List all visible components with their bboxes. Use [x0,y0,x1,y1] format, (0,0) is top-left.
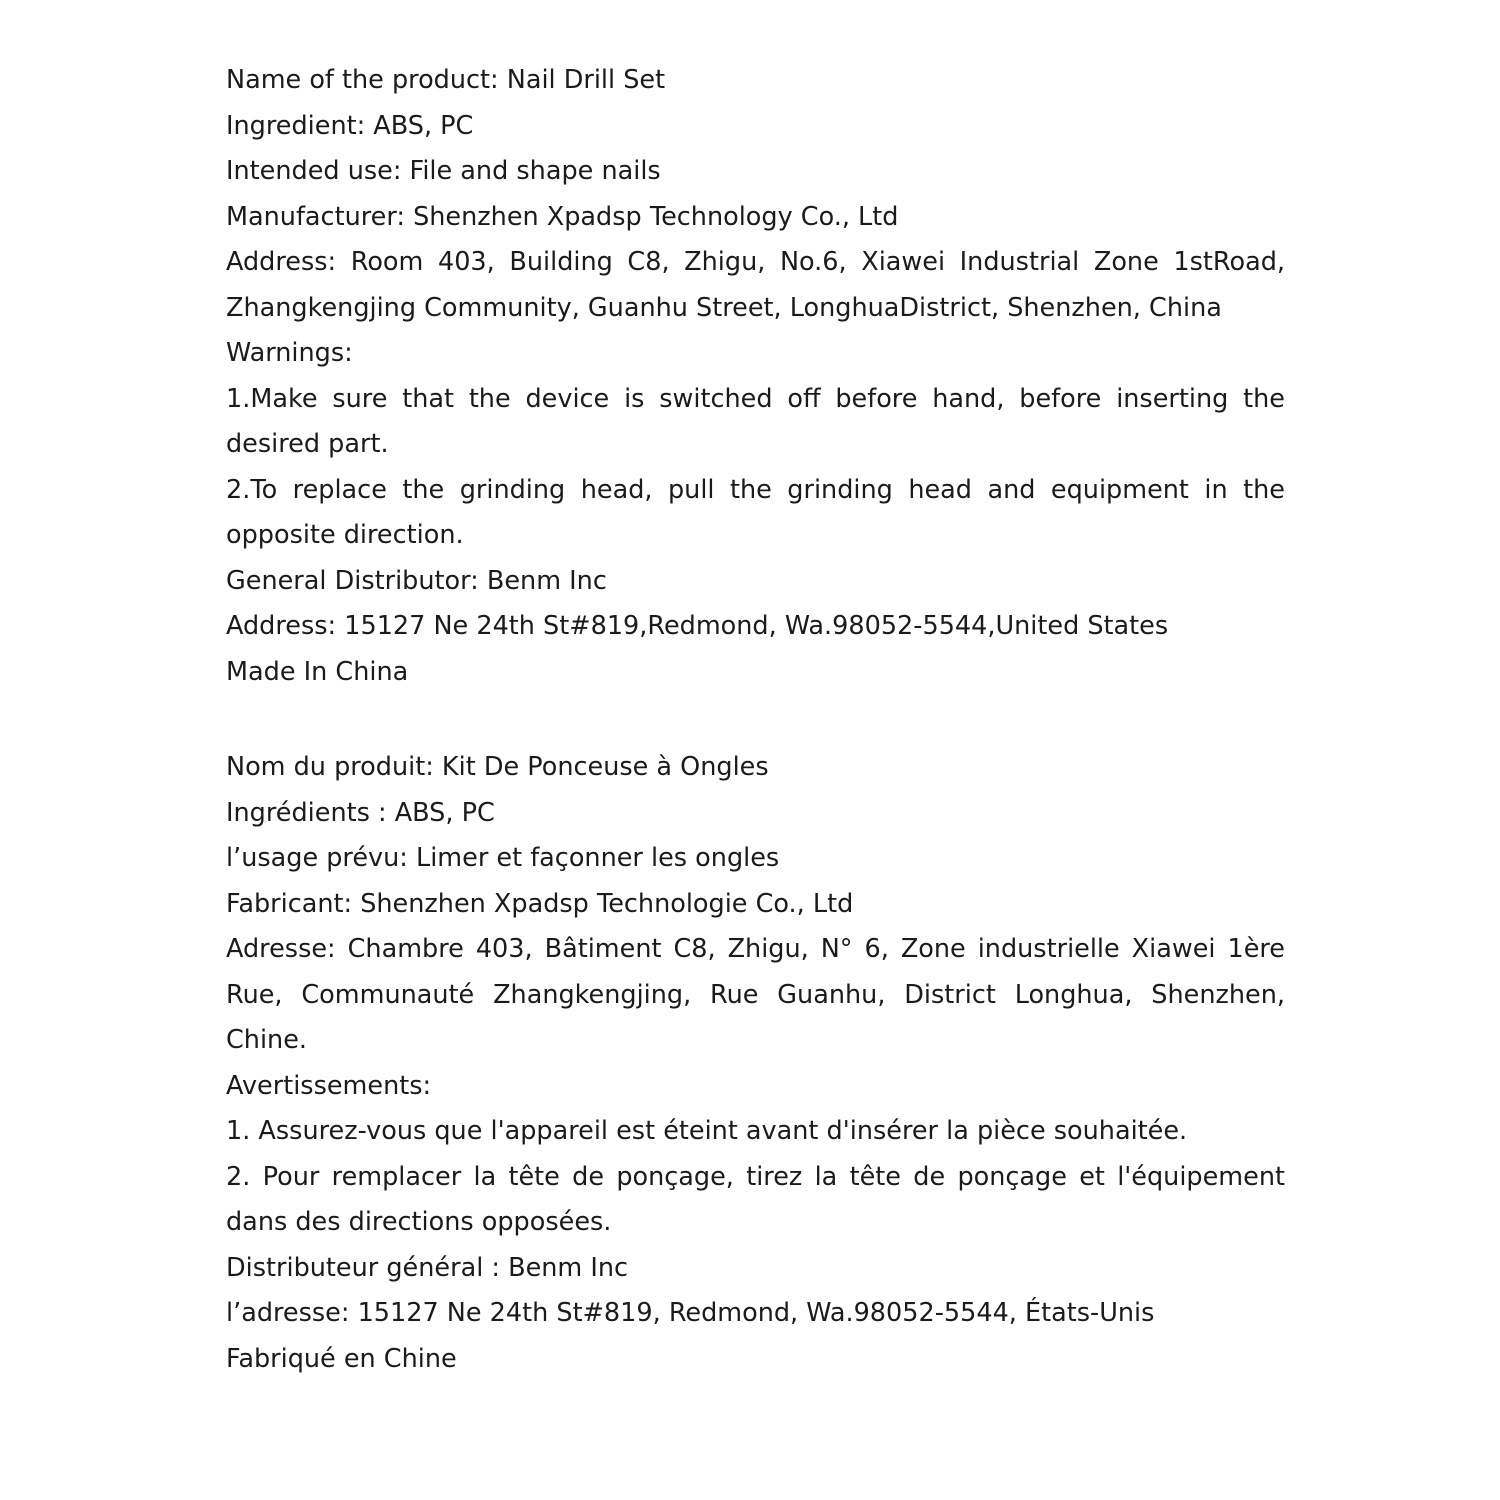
manufacturer-line-fr: Fabricant: Shenzhen Xpadsp Technologie Co., Ltd [226,888,854,919]
english-product-info-block [226,58,1285,695]
warning-item-2: 2.To replace the grinding head, pull the grinding head and equipment in the opposite direction. [226,474,1285,550]
general-distributor-line-fr: Distributeur général : Benm Inc [226,1252,629,1283]
warning-item-2-fr: 2. Pour remplacer la tête de ponçage, tirez la tête de ponçage et l'équipement dans des directions opposées. [226,1161,1285,1237]
general-distributor-line: General Distributor: Benm Inc [226,565,607,596]
product-name-line: Name of the product: Nail Drill Set [226,65,666,95]
block-separator [226,695,1285,745]
warnings-heading: Warnings: [226,338,353,368]
distributor-address-line: Address: 15127 Ne 24th St#819,Redmond, Wa.98052-5544,United States [226,611,1169,641]
product-name-line-fr: Nom du produit: Kit De Ponceuse à Ongles [226,752,769,782]
ingredient-line: Ingredient: ABS, PC [226,110,474,141]
distributor-address-line-fr: l’adresse: 15127 Ne 24th St#819, Redmond, Wa.98052-5544, États-Unis [226,1298,1155,1328]
made-in-line: Made In China [226,656,409,687]
made-in-line-fr: Fabriqué en Chine [226,1343,457,1374]
intended-use-line: Intended use: File and shape nails [226,156,661,186]
warning-item-1-fr: 1. Assurez-vous que l'appareil est éteint avant d'insérer la pièce souhaitée. [226,1116,1188,1146]
manufacturer-line: Manufacturer: Shenzhen Xpadsp Technology Co., Ltd [226,201,899,232]
manufacturer-address-line-fr: Adresse: Chambre 403, Bâtiment C8, Zhigu, N° 6, Zone industrielle Xiawei 1ère Rue, Communauté Zhangkengjing, Rue Guanhu, District Longhua, Shenzhen, Chine. [226,934,1285,1055]
ingredient-line-fr: Ingrédients : ABS, PC [226,797,495,828]
warning-item-1: 1.Make sure that the device is switched off before hand, before inserting the desired part. [226,383,1285,459]
manufacturer-address-line: Address: Room 403, Building C8, Zhigu, No.6, Xiawei Industrial Zone 1stRoad, Zhangkengjing Community, Guanhu Street, LonghuaDistrict, Shenzhen, China [226,247,1285,323]
warnings-heading-fr: Avertissements: [226,1070,432,1101]
french-product-info-block [226,745,1285,1382]
intended-use-line-fr: l’usage prévu: Limer et façonner les ongles [226,843,780,873]
